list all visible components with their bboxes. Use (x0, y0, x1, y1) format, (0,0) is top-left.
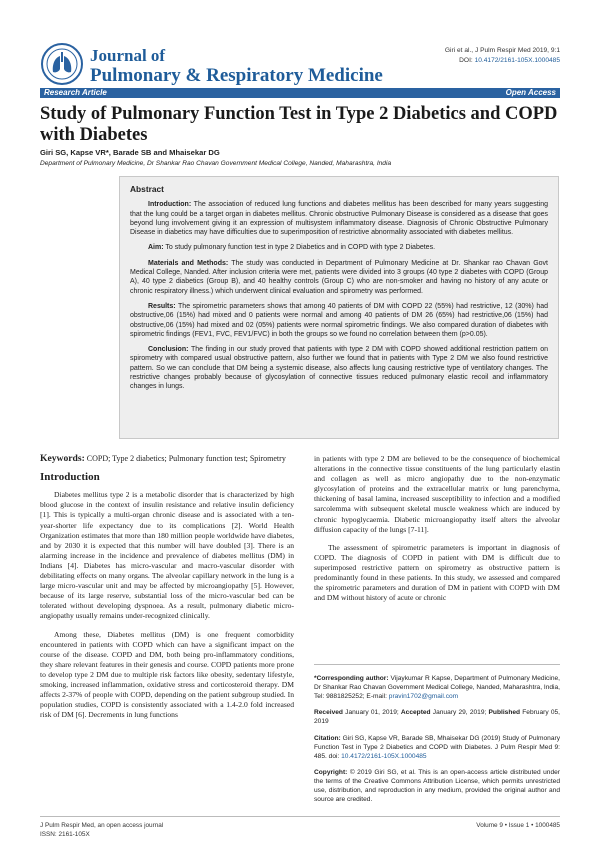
citation-doi-link[interactable]: 10.4172/2161-105X.1000485 (341, 752, 427, 760)
accepted-date: January 29, 2019; (430, 709, 489, 717)
abstract-results (130, 302, 548, 339)
footer-volume: Volume 9 • Issue 1 • 1000485 (476, 822, 560, 829)
article-type-bar (40, 88, 560, 98)
footnote-box (314, 664, 560, 813)
introduction-paragraph-2: Among these, Diabetes mellitus (DM) is one frequent comorbidity encountered in patients with COPD which can have a significant impact on the course of the disease. COPD and DM, both being pro-inflammatory conditions, they share relevant features in their genesis and course. COPD patients more prone to develop type 2 DM due to multiple risk factors like obesity, sedentary lifestyle, smoking, increased inflammation, oxidative stress and corticosteroid therapy. DM affects 2-37% of people with COPD, depending on the patient subgroup studied. In population studies, COPD is consistently associated with a 1.4-2.0 fold increased risk of DM [6]. Decrements in lung functions (40, 629, 294, 720)
keywords (40, 454, 294, 464)
article-title: Study of Pulmonary Function Test in Type 2 Diabetics and COPD with Diabetes (40, 104, 558, 145)
dates (314, 709, 560, 727)
received-date: January 01, 2019; (342, 709, 401, 717)
abstract-heading: Abstract (130, 184, 164, 194)
abstract-aim-text: To study pulmonary function test in type 2 Diabetics and in COPD with type 2 Diabetes. (163, 244, 436, 252)
corr-label: *Corresponding author: (314, 675, 389, 682)
published-date: February 05, 2019 (314, 709, 561, 726)
right-column (314, 454, 560, 611)
abstract-box (119, 176, 559, 439)
citation-text: Giri SG, Kapse VR, Barade SB, Mhaisekar DG (2019) Study of Pulmonary Function Test in Type 2 Diabetics and COPD with Diabetes. J Pulm Respir Med 9: 485. doi: (314, 734, 560, 760)
doi-link[interactable]: 10.4172/2161-105X.1000485 (474, 57, 560, 64)
author-email-link[interactable]: pravin1702@gmail.com (388, 692, 459, 700)
abstract-introduction (130, 200, 548, 237)
introduction-paragraph-1: Diabetes mellitus type 2 is a metabolic disorder that is characterized by high blood glucose in the context of insulin resistance and relative insulin deficiency [1]. This is typically a multi-organ chronic disease and is associated with a ten-year-shorter life expectancy due to its complications [2]. World Health Organization estimates that more than 180 million people worldwide have diabetes, and by 2030 it is expected that this number will have doubled [3]. There is an alarming increase in the incidence and prevalence of diabetes mellitus (DM) in Indians [4]. Diabetes has micro-vascular and macro-vascular disorder with debilitating effects on many organs. The alveolar capillary network in the lung is a large micro-vascular unit and may be affected by microangiopathy [5]. However, because of its large reserve, substantial loss of the micro-vascular bed can be tolerated without developing dyspnoea. As a result, pulmonary diabetic micro-angiopathy usually remains under-recognized clinically. (40, 490, 294, 621)
article-type-label: Research Article (44, 88, 107, 97)
journal-name-line2: Pulmonary & Respiratory Medicine (90, 65, 383, 86)
corresponding-author (314, 675, 560, 701)
abstract-methods-text: The study was conducted in Department of Pulmonary Medicine at Dr. Shankar rao Chavan Govt Medical College, Nanded. After inclusion criteria were met, patients were divided into 3 groups (40 type 2 diabetes with COPD (Group A), 40 type 2 diabetics (Group B), and 40 healthy controls (Group C) who are non-smoker and having no history of any acute or chronic respiratory illness.) which underwent clinical evaluation and spirometry was performed. (130, 259, 548, 295)
header-citation-line: Giri et al., J Pulm Respir Med 2019, 9:1 (444, 47, 560, 54)
introduction-heading: Introduction (40, 471, 100, 484)
abstract-aim-label: Aim: (148, 244, 164, 252)
article-authors: Giri SG, Kapse VR*, Barade SB and Mhaisekar DG (40, 148, 220, 157)
abstract-intro-label: Introduction: (148, 201, 192, 209)
page-footer (40, 816, 560, 839)
article-affiliation: Department of Pulmonary Medicine, Dr Shankar Rao Chavan Government Medical College, Nanded, Maharashtra, India (40, 160, 392, 167)
abstract-results-text: The spirometric parameters shows that among 40 patients of DM with COPD 22 (55%) had restrictive, 12 (30%) had obstructive,06 (15%) had mixed and 0 patients were normal and among 40 patients of DM 26 (65%) had restrictive,06 (15%) had obstructive,06 (15%) had mixed and 02 (05%) patients were normal spirometric findings. We also compared duration of diabetes with spirometric findings (FEV1, FVC, FEV1/FVC) in both the groups so we found no correlation between them (p>0.05). (130, 302, 548, 338)
keywords-label: Keywords: (40, 453, 85, 464)
abstract-methods (130, 259, 548, 296)
keywords-text: COPD; Type 2 diabetics; Pulmonary function test; Spirometry (84, 454, 286, 463)
citation-label: Citation: (314, 734, 341, 742)
abstract-aim (130, 243, 548, 252)
copyright-label: Copyright: (314, 769, 348, 777)
abstract-methods-label: Materials and Methods: (148, 259, 229, 267)
open-access-label: Open Access (505, 88, 556, 97)
left-column (40, 454, 294, 728)
header-citation (445, 46, 560, 66)
right-paragraph-1: in patients with type 2 DM are believed to be the consequence of biochemical alterations in the connective tissue constituents of the lung particularly elastin and collagen as well as micro angiopathy due to the non-enzymatic glycosylation of proteins and the extracellular matrix or lung parenchyma, thickening of basal lamina, increased susceptibility to infection and a modified sarcolemma with subsequent skeletal muscle weakness which are induced by chronic hypoglycaemia. Diabetic microangiopathy itself alters the alveolar diffusion capacity of the lungs [7-11]. (314, 454, 560, 534)
accepted-label: Accepted (400, 709, 431, 717)
footer-journal: J Pulm Respir Med, an open access journal (40, 822, 164, 829)
journal-name-line1: Journal of (90, 46, 166, 65)
copyright-note (314, 769, 560, 804)
published-label: Published (488, 709, 521, 717)
journal-header (40, 42, 560, 88)
abstract-conclusion (130, 345, 548, 391)
abstract-conclusion-label: Conclusion: (148, 346, 189, 354)
corr-text: Vijaykumar R Kapse, Department of Pulmonary Medicine, Dr Shankar Rao Chavan Government Medical College, Nanded, Maharashtra, India, Tel: 9881825252; E-mail: (314, 675, 560, 700)
citation-note (314, 735, 560, 761)
journal-logo-icon (40, 42, 84, 86)
abstract-conclusion-text: The finding in our study proved that patients with type 2 DM with COPD showed additional restriction pattern on spirometry with compared usual obstructive pattern, also further we found that in patients with Type 2 DM we also found restrictive pattern. So we can conclude that DM being a systemic disease, also affects lung causing restrictive type of ventilatory changes. The restrictive changes probably because of glycosylation of connective tissues reduced pulmonary elastic recoil and inflammatory changes in lungs. (130, 346, 548, 391)
header-doi (445, 56, 560, 66)
copyright-text: © 2019 Giri SG, et al. This is an open-access article distributed under the terms of the Creative Commons Attribution License, which permits unrestricted use, distribution, and reproduction in any medium, provided the original author and source are credited. (314, 769, 560, 803)
doi-label: DOI: (459, 57, 475, 64)
received-label: Received (314, 709, 343, 717)
right-paragraph-2: The assessment of spirometric parameters is important in diagnosis of COPD. The diagnosis of COPD in patient with DM is difficult due to superimposed restrictive pattern on spirometry as obstructive pattern is predominantly found in these patients. In this study, we assessed and compared the spirometric parameters and duration of DM in patient with COPD with DM and DM without history of acute or chronic (314, 542, 560, 603)
abstract-results-label: Results: (148, 302, 176, 310)
footer-issn: ISSN: 2161-105X (40, 831, 90, 838)
abstract-intro-text: The association of reduced lung functions and diabetes mellitus has been described for many years suggesting that the lung could be a target organ in diabetes mellitus. Chronic obstructive Pulmonary Disease is considered as a disease that goes beyond lung involvement giving it an expression of multisystem inflammatory disease. Diagnosis of Chronic Obstructive Pulmonary Disease in diabetics may have difficulties due to superimposition of restrictive abnormality associated with diabetes mellitus. (130, 201, 548, 237)
journal-name (90, 46, 383, 86)
